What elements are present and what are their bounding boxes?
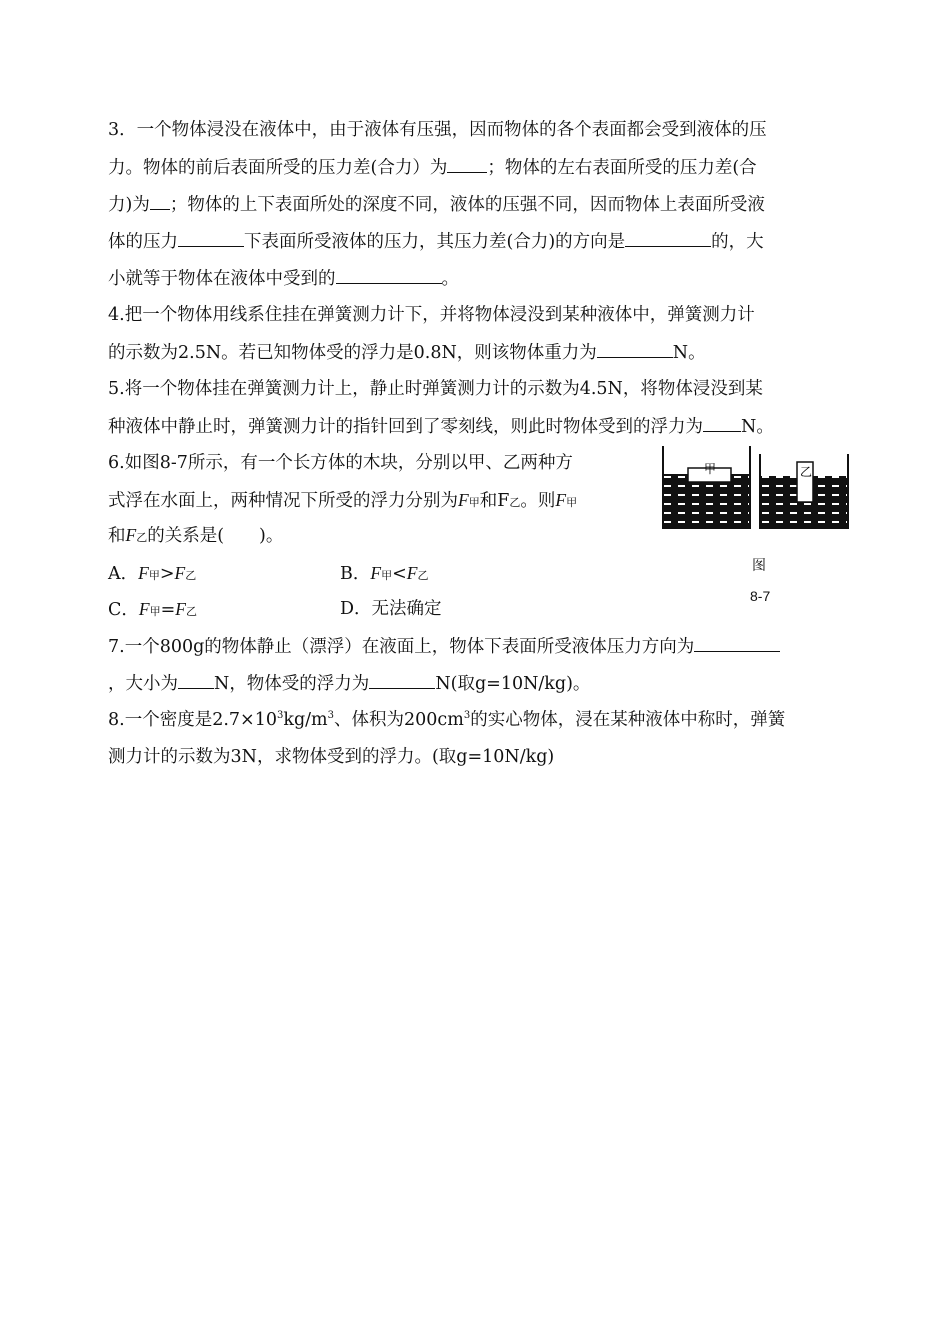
q8-text: 8.一个密度是2.7×10 [108,710,277,730]
q8-text: kg/m [283,710,328,730]
force-symbol: F [458,490,469,510]
q8-line1 [108,709,785,731]
q3-line2 [108,156,757,179]
q3-text: 力。物体的前后表面所受的压力差(合力）为 [108,158,448,178]
force-symbol: F [175,599,186,619]
option-label: C． [108,600,139,620]
answer-blank[interactable] [597,341,673,358]
q3-text: 体的压力 [108,232,178,252]
answer-blank[interactable] [336,267,442,284]
q3-text: 3．一个物体浸没在液体中，由于液体有压强，因而物体的各个表面都会受到液体的压 [108,120,767,140]
answer-blank[interactable] [703,415,741,432]
relation-symbol: = [160,600,176,620]
option-label: A． [108,564,139,584]
subscript: 甲 [148,569,160,582]
figure-8-7 [662,446,852,536]
q3-text: 下表面所受液体的压力，其压力差(合力)的方向是 [244,232,626,252]
beaker-jia [663,446,750,528]
q7-text: ，大小为 [108,674,178,694]
subscript: 乙 [185,569,197,582]
q7-text: N(取g=10N/kg)。 [435,674,591,694]
force-symbol: F [174,563,186,583]
answer-blank[interactable] [694,635,780,652]
subscript: 乙 [509,496,521,509]
superscript: 3 [463,710,471,722]
subscript: 甲 [149,605,161,618]
q7-line1 [108,635,780,658]
force-symbol: F [138,599,150,619]
q8-line2 [108,746,554,768]
superscript: 3 [276,710,284,722]
q4-text: N。 [672,343,706,363]
subscript: 乙 [136,531,148,544]
q5-text: 种液体中静止时，弹簧测力计的指针回到了零刻线，则此时物体受到的浮力为 [108,417,703,437]
q6-line3 [108,524,283,549]
q6-text: 。则 [520,491,556,511]
force-symbol: F [497,491,510,511]
q4-text: 的示数为2.5N。若已知物体受的浮力是0.8N，则该物体重力为 [108,343,597,363]
q6-text: 的关系是( )。 [147,526,284,546]
beaker-diagram [662,446,852,536]
force-symbol: F [406,563,418,583]
q6-option-d[interactable] [340,598,442,620]
q3-text: ；物体的上下表面所处的深度不同，液体的压强不同，因而物体上表面所受液 [169,195,765,215]
relation-symbol: > [159,564,175,584]
q3-text: 的，大 [711,232,764,252]
q5-line2 [108,415,774,438]
subscript: 乙 [185,605,197,618]
q3-text: ；物体的左右表面所受的压力差(合 [487,158,757,178]
q6-text: 和 [479,491,498,511]
q8-text: 、体积为200cm [334,710,464,730]
subscript: 甲 [566,496,578,509]
figure-caption-2: 8-7 [750,588,771,604]
q5-line1 [108,378,763,400]
q5-text: 5.将一个物体挂在弹簧测力计上，静止时弹簧测力计的示数为4.5N，将物体浸没到某 [108,379,763,399]
q3-text: 。 [441,269,459,289]
q6-text: 6.如图8-7所示，有一个长方体的木块，分别以甲、乙两种方 [108,453,573,473]
subscript: 甲 [468,496,480,509]
q6-option-c[interactable] [108,598,197,623]
force-symbol: F [138,563,149,583]
q3-line3 [108,193,765,216]
answer-blank[interactable] [178,230,244,247]
force-symbol: F [555,490,567,510]
answer-blank[interactable] [447,156,487,173]
q8-text: 的实心物体，浸在某种液体中称时，弹簧 [470,710,786,730]
q3-text: 小就等于物体在液体中受到的 [108,269,336,289]
force-symbol: F [370,563,382,583]
q4-line1 [108,304,755,326]
q6-line2 [108,489,577,514]
option-label: D．无法确定 [340,599,442,619]
q6-option-b[interactable] [340,562,428,587]
q6-line1 [108,452,573,474]
q3-text: 力)为 [108,195,150,215]
answer-blank[interactable] [150,193,170,210]
q6-text: 和 [108,526,126,546]
q7-line2 [108,672,590,695]
answer-blank[interactable] [369,672,435,689]
figure-caption-1: 图 [752,557,766,573]
subscript: 乙 [417,569,429,582]
answer-blank[interactable] [625,230,711,247]
q5-text: N。 [741,417,774,437]
q3-line1 [108,119,767,141]
q3-line5 [108,267,459,290]
answer-blank[interactable] [178,672,214,689]
relation-symbol: < [392,564,407,584]
q8-text: 测力计的示数为3N，求物体受到的浮力。(取g=10N/kg) [108,747,555,767]
superscript: 3 [327,710,335,722]
q7-text: 7.一个800g的物体静止（漂浮）在液面上，物体下表面所受液体压力方向为 [108,637,695,657]
option-label: B． [340,564,371,584]
subscript: 甲 [381,569,393,582]
force-symbol: F [125,525,137,545]
q6-option-a[interactable] [108,562,196,587]
label-jia: 甲 [703,462,717,476]
q4-text: 4.把一个物体用线系住挂在弹簧测力计下，并将物体浸没到某种液体中，弹簧测力计 [108,305,755,325]
q7-text: N，物体受的浮力为 [214,674,370,694]
label-yi: 乙 [799,465,813,479]
q3-line4 [108,230,764,253]
q4-line2 [108,341,706,364]
q6-text: 式浮在水面上，两种情况下所受的浮力分别为 [108,491,458,511]
